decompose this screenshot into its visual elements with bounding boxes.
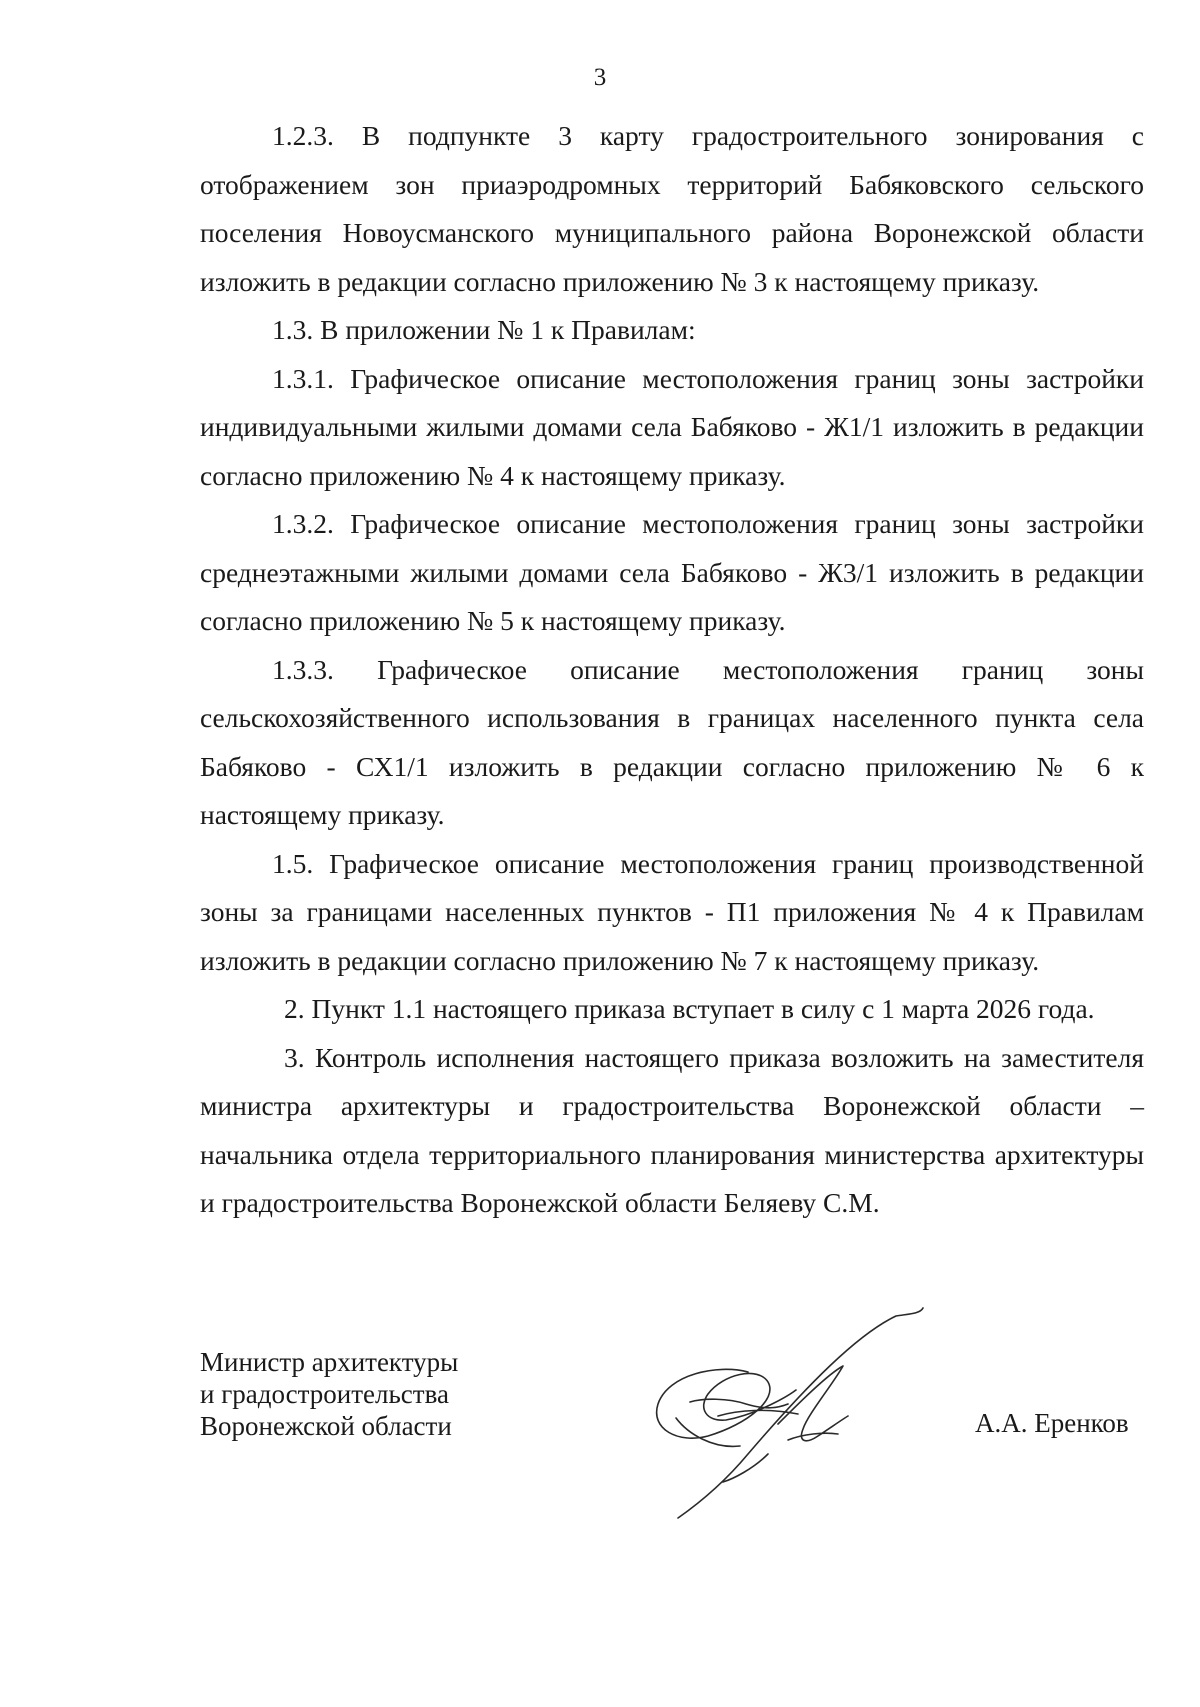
paragraph-3: 3. Контроль исполнения настоящего приказа возложить на заместителя министра архитектуры и градостроительства Воронежской области – начальника отдела территориального планирования министерства архитектуры и градостроительства Воронежской области Беляеву С.М.	[200, 1041, 1144, 1218]
signer-position-line-1: Министр архитектуры	[200, 1347, 459, 1377]
paragraph-1-3-1: 1.3.1. Графическое описание местоположения границ зоны застройки индивидуальными жилыми домами села Бабяково - Ж1/1 изложить в редакции согласно приложению № 4 к настоящему приказу.	[200, 362, 1144, 491]
paragraph-1-2-3: 1.2.3. В подпункте 3 карту градостроительного зонирования с отображением зон приаэродромных территорий Бабяковского сельского поселения Новоусманского муниципального района Воронежской области изложить в редакции согласно приложению № 3 к настоящему приказу.	[200, 120, 1144, 297]
paragraph-1-3: 1.3. В приложении № 1 к Правилам:	[272, 314, 696, 345]
signer-name: А.А. Еренков	[975, 1408, 1129, 1438]
document-body	[200, 112, 1144, 1228]
handwritten-signature-icon	[628, 1304, 938, 1524]
signer-position-line-3: Воронежской области	[200, 1411, 452, 1441]
page-number: 3	[593, 64, 607, 91]
paragraph-2: 2. Пункт 1.1 настоящего приказа вступает в силу с 1 марта 2026 года.	[284, 993, 1095, 1024]
paragraph-1-3-3: 1.3.3. Графическое описание местоположения границ зоны сельскохозяйственного использования в границах населенного пункта села Бабяково - СХ1/1 изложить в редакции согласно приложению № 6 к настоящему приказу.	[200, 653, 1144, 830]
paragraph-1-3-2: 1.3.2. Графическое описание местоположения границ зоны застройки среднеэтажными жилыми домами села Бабяково - Ж3/1 изложить в редакции согласно приложению № 5 к настоящему приказу.	[200, 508, 1144, 636]
signer-position	[200, 1346, 458, 1442]
signer-position-line-2: и градостроительства	[200, 1379, 449, 1409]
paragraph-1-5: 1.5. Графическое описание местоположения границ производственной зоны за границами населенных пунктов - П1 приложения № 4 к Правилам изложить в редакции согласно приложению № 7 к настоящему приказу.	[200, 847, 1144, 976]
